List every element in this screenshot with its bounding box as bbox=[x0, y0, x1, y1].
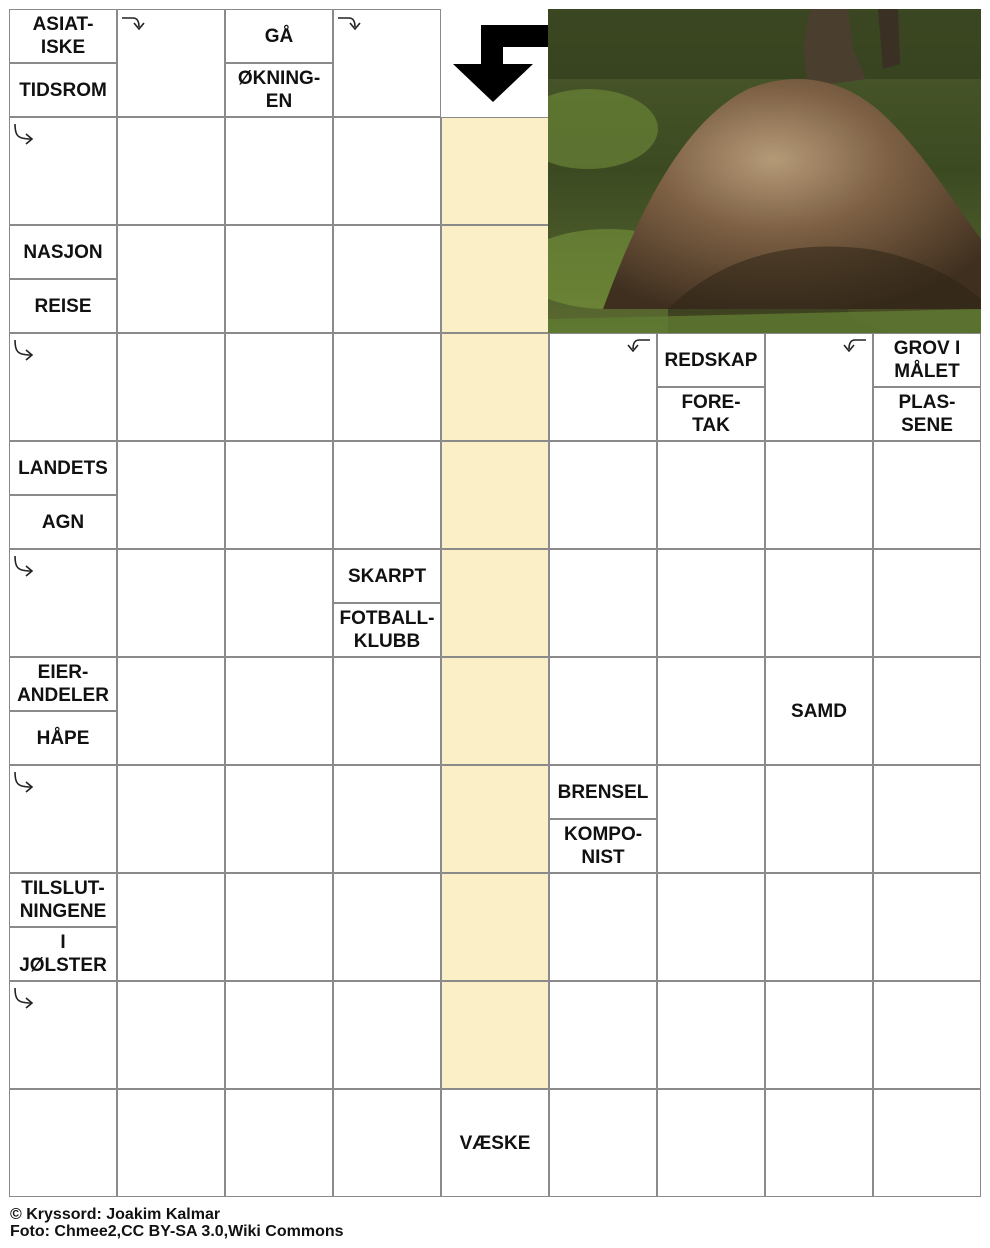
answer-cell[interactable] bbox=[225, 981, 333, 1089]
clue-brensel: BRENSEL bbox=[549, 765, 657, 819]
answer-cell[interactable] bbox=[117, 117, 225, 225]
clue-komponist: KOMPO- NIST bbox=[549, 819, 657, 873]
solution-cell[interactable] bbox=[441, 981, 549, 1089]
answer-cell[interactable] bbox=[549, 549, 657, 657]
clue-tilslutningene: TILSLUT- NINGENE bbox=[9, 873, 117, 927]
answer-cell[interactable] bbox=[873, 873, 981, 981]
clue-direction-arrow-icon bbox=[625, 335, 653, 363]
answer-cell[interactable] bbox=[117, 333, 225, 441]
clue-direction-arrow-icon bbox=[11, 121, 39, 149]
answer-cell[interactable] bbox=[225, 765, 333, 873]
answer-cell[interactable] bbox=[225, 549, 333, 657]
answer-cell[interactable] bbox=[873, 981, 981, 1089]
solution-cell[interactable] bbox=[441, 765, 549, 873]
answer-cell[interactable] bbox=[657, 657, 765, 765]
clue-skarpt: SKARPT bbox=[333, 549, 441, 603]
clue-samd: SAMD bbox=[765, 657, 873, 765]
answer-cell[interactable] bbox=[657, 981, 765, 1089]
answer-cell[interactable] bbox=[333, 333, 441, 441]
answer-cell[interactable] bbox=[333, 225, 441, 333]
answer-cell[interactable] bbox=[225, 657, 333, 765]
clue-direction-arrow-icon bbox=[119, 13, 147, 41]
answer-cell[interactable] bbox=[117, 225, 225, 333]
answer-cell[interactable] bbox=[549, 981, 657, 1089]
credits bbox=[10, 1206, 344, 1240]
answer-cell[interactable] bbox=[765, 765, 873, 873]
start-arrow-icon bbox=[441, 9, 548, 117]
clue-landets: LANDETS bbox=[9, 441, 117, 495]
answer-cell[interactable] bbox=[225, 333, 333, 441]
answer-cell[interactable] bbox=[549, 657, 657, 765]
answer-cell[interactable] bbox=[333, 765, 441, 873]
crossword-credit: © Kryssord: Joakim Kalmar bbox=[10, 1206, 221, 1223]
answer-cell[interactable] bbox=[117, 765, 225, 873]
clue-i-jolster: I JØLSTER bbox=[9, 927, 117, 981]
answer-cell[interactable] bbox=[117, 657, 225, 765]
clue-direction-arrow-icon bbox=[11, 553, 39, 581]
clue-grov-i-malet: GROV I MÅLET bbox=[873, 333, 981, 387]
answer-cell[interactable] bbox=[333, 1089, 441, 1197]
answer-cell[interactable] bbox=[333, 657, 441, 765]
clue-fotballklubb: FOTBALL- KLUBB bbox=[333, 603, 441, 657]
answer-cell[interactable] bbox=[333, 117, 441, 225]
answer-cell[interactable] bbox=[333, 873, 441, 981]
solution-cell[interactable] bbox=[441, 225, 549, 333]
answer-cell[interactable] bbox=[657, 441, 765, 549]
clue-eierandeler: EIER- ANDELER bbox=[9, 657, 117, 711]
answer-cell[interactable] bbox=[549, 873, 657, 981]
answer-cell[interactable] bbox=[873, 1089, 981, 1197]
answer-cell[interactable] bbox=[225, 1089, 333, 1197]
solution-cell[interactable] bbox=[441, 549, 549, 657]
answer-cell[interactable] bbox=[549, 441, 657, 549]
photo-credit: Foto: Chmee2,CC BY-SA 3.0,Wiki Commons bbox=[10, 1223, 344, 1240]
answer-cell[interactable] bbox=[765, 441, 873, 549]
answer-cell[interactable] bbox=[873, 657, 981, 765]
answer-cell[interactable] bbox=[765, 873, 873, 981]
answer-cell[interactable] bbox=[873, 441, 981, 549]
clue-asiatiske: ASIAT- ISKE bbox=[9, 9, 117, 63]
clue-vaeske: VÆSKE bbox=[441, 1089, 549, 1197]
clue-redskap: REDSKAP bbox=[657, 333, 765, 387]
answer-cell[interactable] bbox=[117, 1089, 225, 1197]
clue-direction-arrow-icon bbox=[11, 769, 39, 797]
answer-cell[interactable] bbox=[765, 549, 873, 657]
answer-cell[interactable] bbox=[873, 549, 981, 657]
solution-cell[interactable] bbox=[441, 441, 549, 549]
answer-cell[interactable] bbox=[657, 549, 765, 657]
clue-direction-arrow-icon bbox=[841, 335, 869, 363]
answer-cell[interactable] bbox=[225, 225, 333, 333]
answer-cell[interactable] bbox=[549, 1089, 657, 1197]
answer-cell[interactable] bbox=[765, 1089, 873, 1197]
answer-cell[interactable] bbox=[657, 765, 765, 873]
answer-cell[interactable] bbox=[225, 441, 333, 549]
clue-reise: REISE bbox=[9, 279, 117, 333]
answer-cell[interactable] bbox=[117, 873, 225, 981]
clue-okningen: ØKNING- EN bbox=[225, 63, 333, 117]
answer-cell[interactable] bbox=[657, 1089, 765, 1197]
clue-direction-arrow-icon bbox=[335, 13, 363, 41]
answer-cell[interactable] bbox=[873, 765, 981, 873]
answer-cell[interactable] bbox=[765, 981, 873, 1089]
answer-cell[interactable] bbox=[225, 117, 333, 225]
clue-hape: HÅPE bbox=[9, 711, 117, 765]
clue-ga: GÅ bbox=[225, 9, 333, 63]
solution-cell[interactable] bbox=[441, 117, 549, 225]
clue-nasjon: NASJON bbox=[9, 225, 117, 279]
clue-plassene: PLAS- SENE bbox=[873, 387, 981, 441]
anthill-photo bbox=[548, 9, 981, 333]
solution-cell[interactable] bbox=[441, 333, 549, 441]
answer-cell[interactable] bbox=[657, 873, 765, 981]
answer-cell[interactable] bbox=[225, 873, 333, 981]
clue-tidsrom: TIDSROM bbox=[9, 63, 117, 117]
solution-cell[interactable] bbox=[441, 657, 549, 765]
clue-agn: AGN bbox=[9, 495, 117, 549]
answer-cell[interactable] bbox=[333, 441, 441, 549]
clue-foretak: FORE- TAK bbox=[657, 387, 765, 441]
clue-direction-arrow-icon bbox=[11, 985, 39, 1013]
answer-cell[interactable] bbox=[117, 441, 225, 549]
answer-cell[interactable] bbox=[117, 981, 225, 1089]
clue-direction-arrow-icon bbox=[11, 337, 39, 365]
answer-cell[interactable] bbox=[117, 549, 225, 657]
answer-cell[interactable] bbox=[333, 981, 441, 1089]
solution-cell[interactable] bbox=[441, 873, 549, 981]
answer-cell[interactable] bbox=[9, 1089, 117, 1197]
